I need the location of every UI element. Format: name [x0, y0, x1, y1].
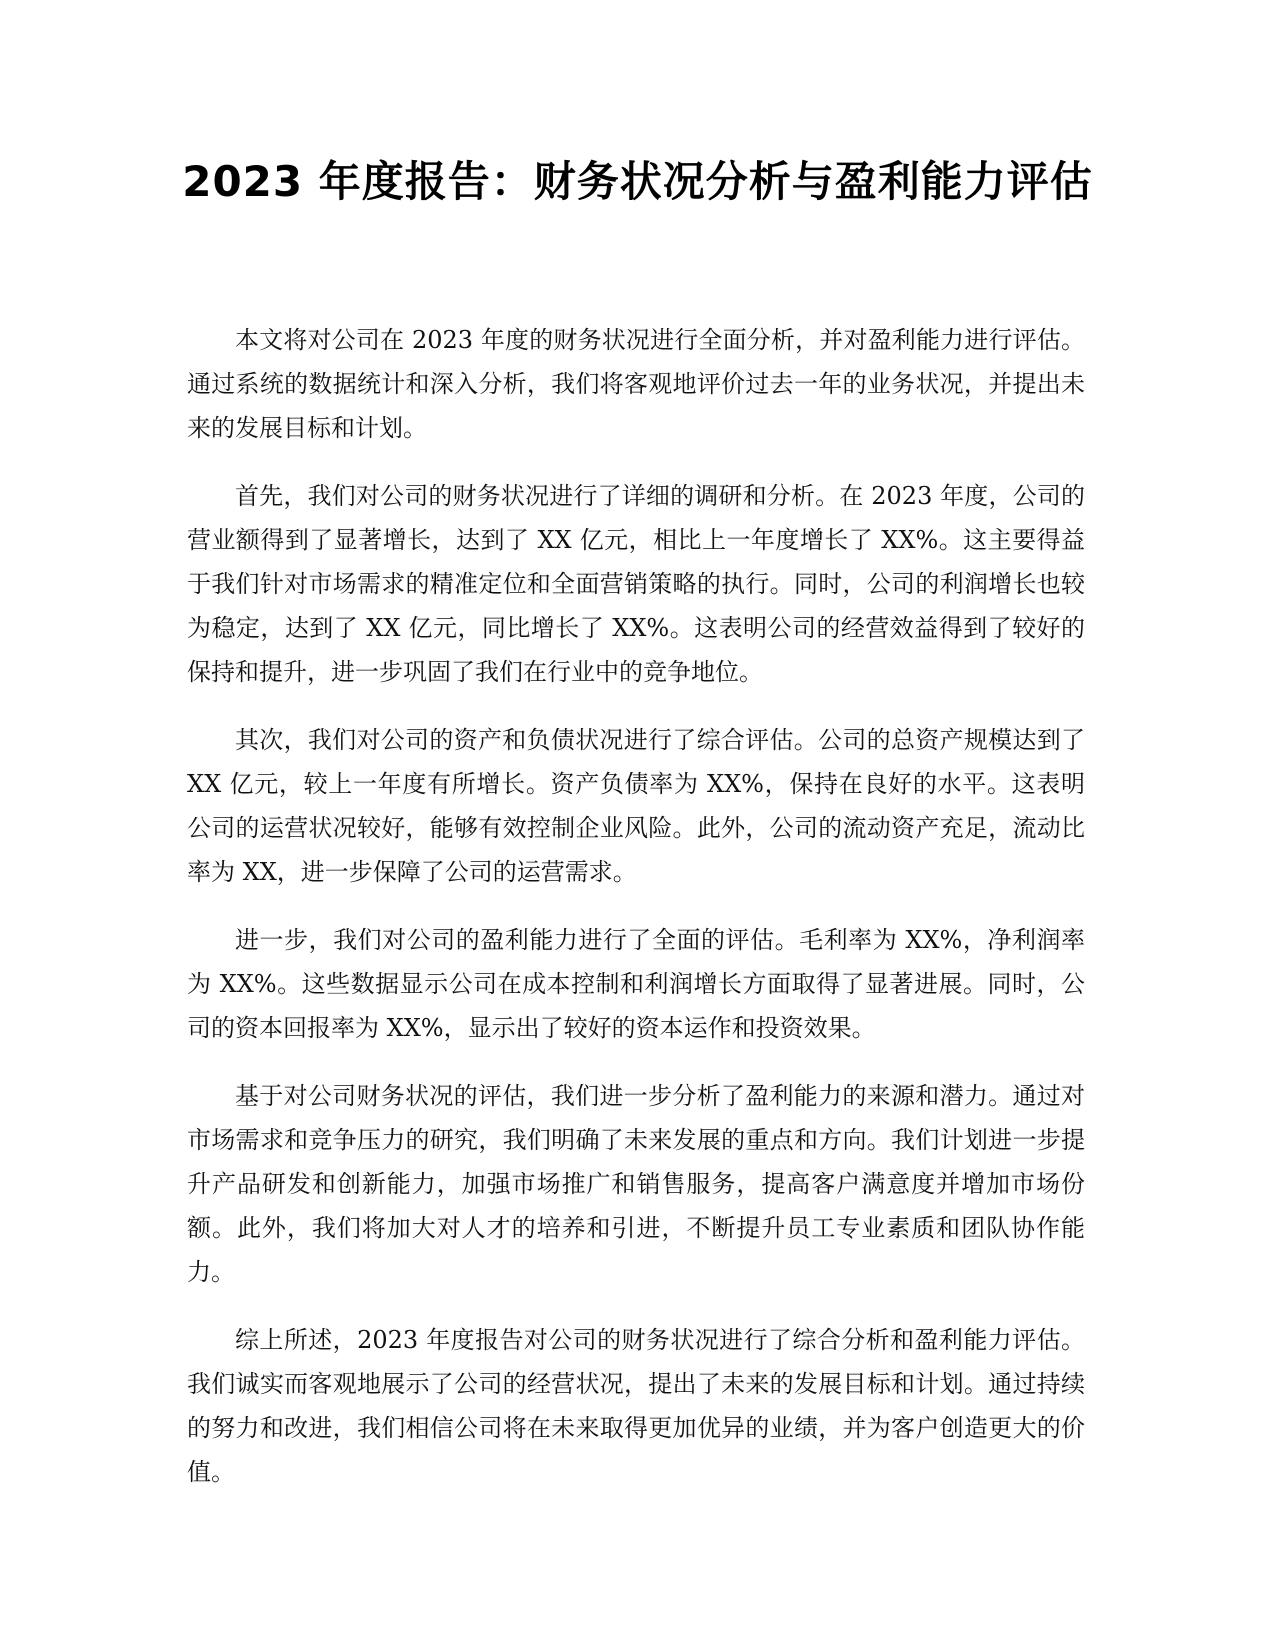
paragraph-intro: 本文将对公司在 2023 年度的财务状况进行全面分析，并对盈利能力进行评估。通过系统的数据统计和深入分析，我们将客观地评价过去一年的业务状况，并提出未来的发展目标和计划。 — [187, 326, 1085, 442]
paragraph-conclusion: 综上所述，2023 年度报告对公司的财务状况进行了综合分析和盈利能力评估。我们诚实而客观地展示了公司的经营状况，提出了未来的发展目标和计划。通过持续的努力和改进，我们相信公司将在未来取得更加优异的业绩，并为客户创造更大的价值。 — [187, 1326, 1085, 1486]
paragraph-profitability: 进一步，我们对公司的盈利能力进行了全面的评估。毛利率为 XX%，净利润率为 XX%。这些数据显示公司在成本控制和利润增长方面取得了显著进展。同时，公司的资本回报率为 XX%，显示出了较好的资本运作和投资效果。 — [187, 926, 1085, 1042]
paragraph-revenue-profit: 首先，我们对公司的财务状况进行了详细的调研和分析。在 2023 年度，公司的营业额得到了显著增长，达到了 XX 亿元，相比上一年度增长了 XX%。这主要得益于我们针对市场需求的精准定位和全面营销策略的执行。同时，公司的利润增长也较为稳定，达到了 XX 亿元，同比增长了 XX%。这表明公司的经营效益得到了较好的保持和提升，进一步巩固了我们在行业中的竞争地位。 — [187, 482, 1085, 686]
document-body — [187, 318, 1085, 1518]
paragraph-assets-liabilities: 其次，我们对公司的资产和负债状况进行了综合评估。公司的总资产规模达到了 XX 亿元，较上一年度有所增长。资产负债率为 XX%，保持在良好的水平。这表明公司的运营状况较好，能够有效控制企业风险。此外，公司的流动资产充足，流动比率为 XX，进一步保障了公司的运营需求。 — [187, 726, 1085, 886]
document-title: 2023 年度报告：财务状况分析与盈利能力评估 — [182, 157, 1093, 206]
paragraph-future-plans: 基于对公司财务状况的评估，我们进一步分析了盈利能力的来源和潜力。通过对市场需求和竞争压力的研究，我们明确了未来发展的重点和方向。我们计划进一步提升产品研发和创新能力，加强市场推广和销售服务，提高客户满意度并增加市场份额。此外，我们将加大对人才的培养和引进，不断提升员工专业素质和团队协作能力。 — [187, 1082, 1085, 1286]
